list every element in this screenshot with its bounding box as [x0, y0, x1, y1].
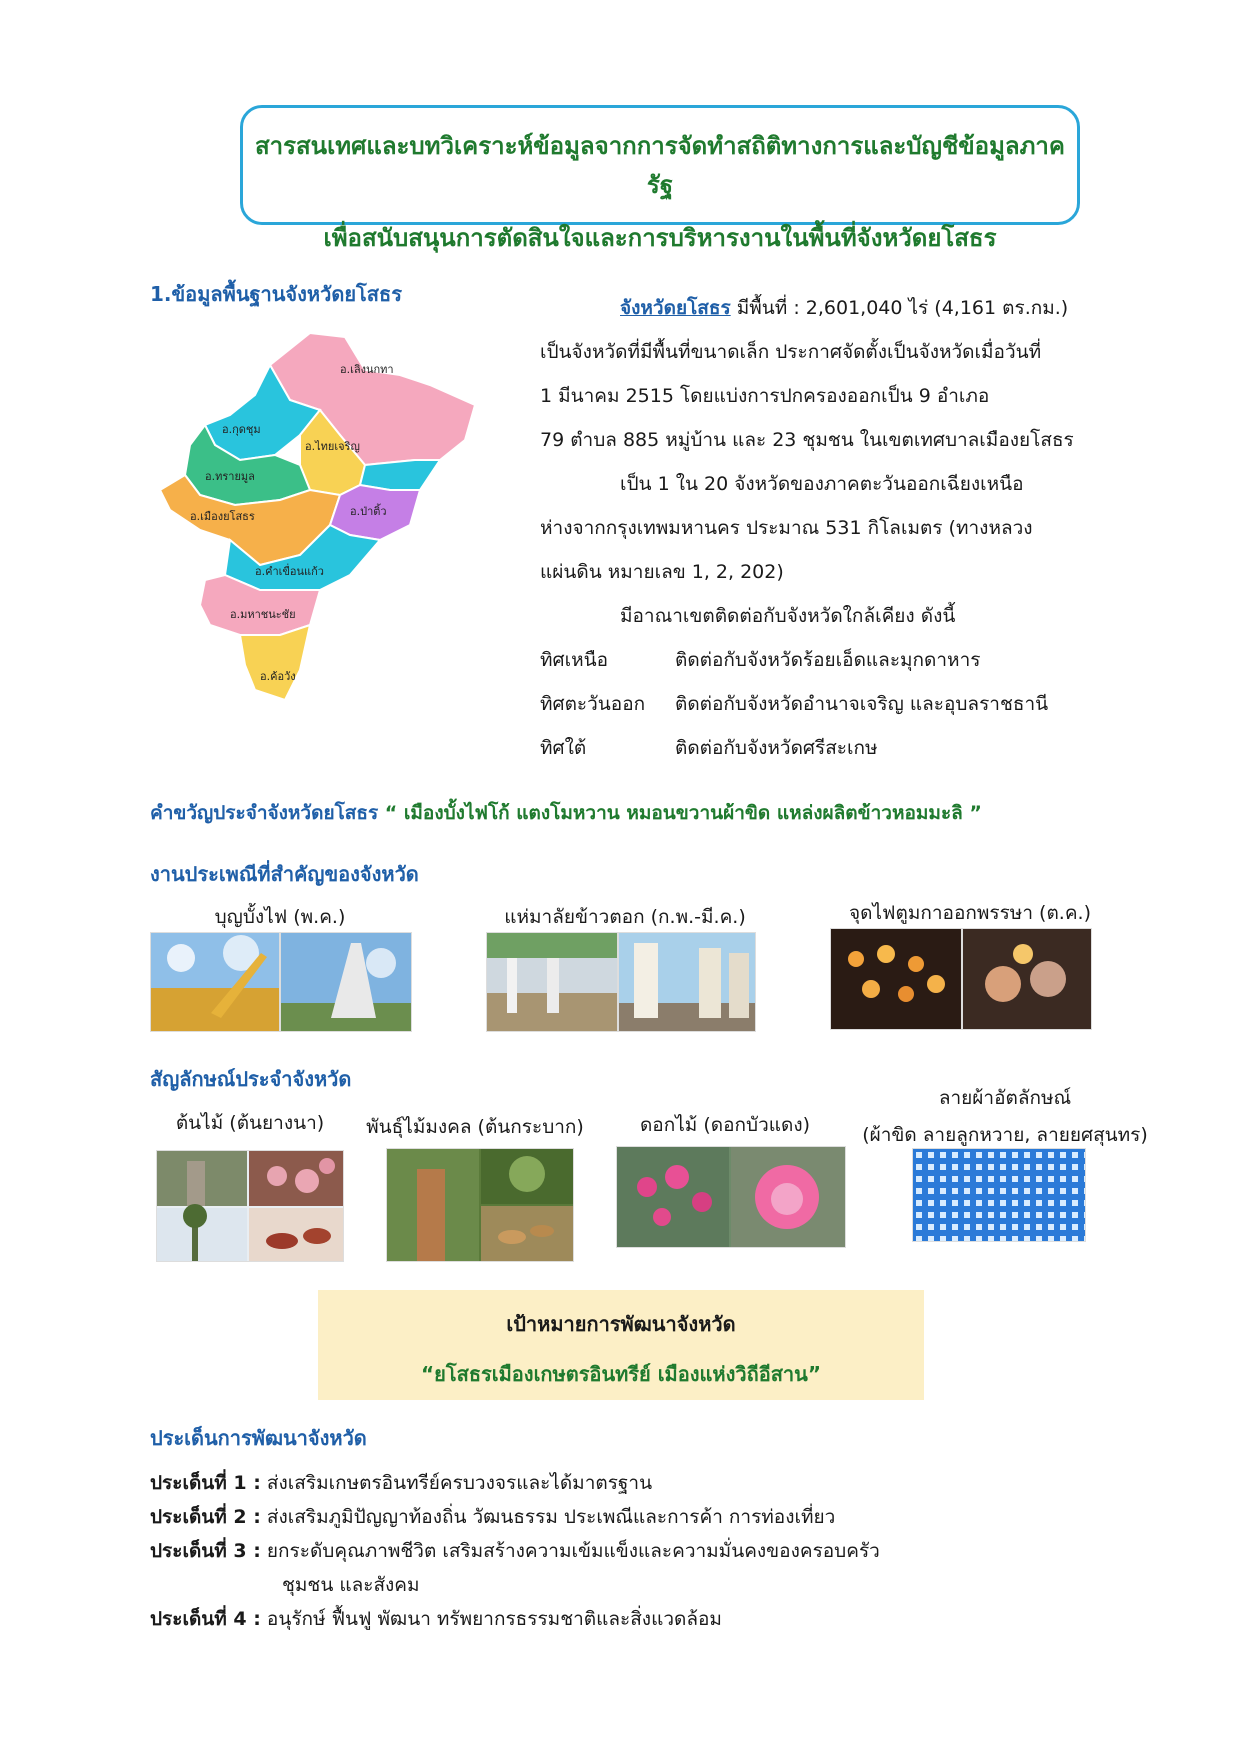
flower-caption: ดอกไม้ (ดอกบัวแดง) [639, 1114, 811, 1136]
issue-item-3: ประเด็นที่ 3 : ยกระดับคุณภาพชีวิต เสริมสร้างความเข้มแข็งและความมั่นคงของครอบครัว [150, 1540, 880, 1562]
map-label-loengnoktha: อ.เลิงนกทา [340, 363, 394, 376]
lantern-festival-photo-2 [962, 928, 1092, 1030]
map-label-khowang: อ.ค้อวัง [260, 670, 296, 683]
red-lotus-photo [616, 1146, 846, 1248]
rice-garland-photo-2 [618, 932, 756, 1032]
festival-caption-3: จุดไฟตูมกาออกพรรษา (ต.ค.) [849, 902, 1091, 924]
plant-caption: พันธุ์ไม้มงคล (ต้นกระบาก) [366, 1116, 584, 1138]
section1-heading: 1.ข้อมูลพื้นฐานจังหวัดยโสธร [150, 282, 402, 306]
section1-body [540, 286, 1100, 770]
rocket-festival-photo-1 [150, 932, 280, 1032]
border-row: ทิศเหนือ ติดต่อกับจังหวัดร้อยเอ็ดและมุกดาหาร [540, 649, 981, 671]
goal-title: เป้าหมายการพัฒนาจังหวัด [506, 1312, 736, 1336]
map-label-kutchum: อ.กุดชุม [222, 423, 261, 436]
body-line: 1 มีนาคม 2515 โดยแบ่งการปกครองออกเป็น 9 อำเภอ [540, 385, 990, 407]
body-line: 79 ตำบล 885 หมู่บ้าน และ 23 ชุมชน ในเขตเทศบาลเมืองยโสธร [540, 429, 1074, 451]
yangna-tree-photo [156, 1150, 344, 1262]
map-label-thaicharoen: อ.ไทยเจริญ [305, 440, 360, 453]
tree-caption: ต้นไม้ (ต้นยางนา) [175, 1112, 325, 1134]
issue-item-4: ประเด็นที่ 4 : อนุรักษ์ ฟื้นฟู พัฒนา ทรัพยากรธรรมชาติและสิ่งแวดล้อม [150, 1608, 722, 1630]
festivals-heading: งานประเพณีที่สำคัญของจังหวัด [150, 862, 419, 886]
title-box [240, 105, 1080, 252]
map-label-mahachana: อ.มหาชนะชัย [230, 608, 296, 621]
title-line-2: เพื่อสนับสนุนการตัดสินใจและการบริหารงานในพื้นที่จังหวัดยโสธร [323, 224, 997, 252]
issue-item-2: ประเด็นที่ 2 : ส่งเสริมภูมิปัญญาท้องถิ่น วัฒนธรรม ประเพณีและการค้า การท่องเที่ยว [150, 1506, 836, 1528]
map-label-patio: อ.ป่าติ้ว [350, 505, 387, 518]
krabak-tree-photo [386, 1148, 574, 1262]
issues-heading: ประเด็นการพัฒนาจังหวัด [150, 1426, 367, 1450]
body-line: แผ่นดิน หมายเลข 1, 2, 202) [540, 561, 784, 583]
festival-caption-1: บุญบั้งไฟ (พ.ค.) [214, 906, 346, 928]
lantern-festival-photo-1 [830, 928, 962, 1030]
area-text: มีพื้นที่ : 2,601,040 ไร่ (4,161 ตร.กม.) [730, 297, 1069, 319]
map-label-khamkhuean: อ.คำเขื่อนแก้ว [255, 565, 324, 578]
body-line: เป็น 1 ใน 20 จังหวัดของภาคตะวันออกเฉียงเหนือ [620, 473, 1024, 495]
province-map [160, 325, 490, 755]
map-label-saimun: อ.ทรายมูล [205, 470, 255, 483]
goal-box [318, 1290, 924, 1400]
symbols-heading: สัญลักษณ์ประจำจังหวัด [150, 1067, 352, 1091]
border-row: ทิศตะวันออก ติดต่อกับจังหวัดอำนาจเจริญ และอุบลราชธานี [540, 693, 1049, 715]
body-line: ห่างจากกรุงเทพมหานคร ประมาณ 531 กิโลเมตร (ทางหลวง [540, 517, 1033, 539]
body-line: เป็นจังหวัดที่มีพื้นที่ขนาดเล็ก ประกาศจัดตั้งเป็นจังหวัดเมื่อวันที่ [540, 341, 1042, 363]
issue-item-1: ประเด็นที่ 1 : ส่งเสริมเกษตรอินทรีย์ครบวงจรและได้มาตรฐาน [150, 1472, 653, 1494]
rice-garland-photo-1 [486, 932, 618, 1032]
motto-label: คำขวัญประจำจังหวัดยโสธร [150, 802, 379, 824]
body-line: มีอาณาเขตติดต่อกับจังหวัดใกล้เคียง ดังนี้ [620, 605, 956, 627]
festival-caption-2: แห่มาลัยข้าวตอก (ก.พ.-มี.ค.) [504, 906, 746, 928]
fabric-caption-1: ลายผ้าอัตลักษณ์ [938, 1087, 1072, 1109]
province-link[interactable]: จังหวัดยโสธร [620, 297, 731, 319]
border-row: ทิศใต้ ติดต่อกับจังหวัดศรีสะเกษ [540, 737, 878, 759]
goal-text: “ยโสธรเมืองเกษตรอินทรีย์ เมืองแห่งวิถีอีสาน” [421, 1362, 821, 1386]
fabric-caption-2: (ผ้าขิด ลายลูกหวาย, ลายยศสุนทร) [862, 1124, 1148, 1146]
motto [150, 798, 982, 828]
motto-text: “ เมืองบั้งไฟโก้ แตงโมหวาน หมอนขวานผ้าขิด แหล่งผลิตข้าวหอมมะลิ ” [378, 802, 982, 824]
khit-fabric-photo [912, 1148, 1086, 1242]
rocket-festival-photo-2 [280, 932, 412, 1032]
map-label-mueang: อ.เมืองยโสธร [190, 510, 255, 523]
title-line-1: สารสนเทศและบทวิเคราะห์ข้อมูลจากการจัดทำสถิติทางการและบัญชีข้อมูลภาครัฐ [255, 132, 1065, 199]
issue-item-3-cont: ชุมชน และสังคม [282, 1574, 420, 1596]
